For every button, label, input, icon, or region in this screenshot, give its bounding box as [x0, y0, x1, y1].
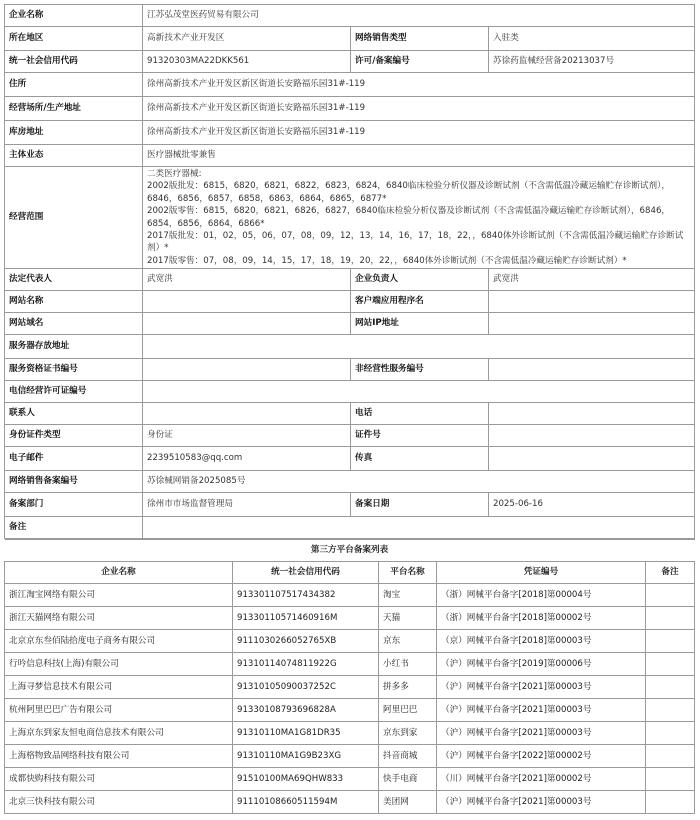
row-id-type: [5, 425, 695, 447]
filing-no-value: 苏徐械网销备2025085号: [143, 471, 695, 493]
table-row: [5, 768, 695, 791]
platform-company: 上海寻梦信息技术有限公司: [5, 676, 233, 699]
region-value: 高新技术产业开发区: [143, 27, 351, 51]
table-row: [5, 745, 695, 768]
filing-dept-value: 徐州市市场监督管理局: [143, 493, 351, 517]
platform-name: 拼多多: [379, 676, 437, 699]
warehouse-value: 徐州高新技术产业开发区新区街道长安路福乐园31#-119: [143, 121, 695, 145]
email-value: 2239510583@qq.com: [143, 447, 351, 471]
table-row: [5, 630, 695, 653]
platform-table: [4, 539, 695, 814]
site-name-value: [143, 291, 351, 313]
platform-remark: [646, 676, 695, 699]
server-label: 服务器存放地址: [5, 335, 143, 359]
platform-name: 美团网: [379, 791, 437, 814]
nonprofit-label: 非经营性服务编号: [351, 359, 489, 381]
client-app-value: [489, 291, 695, 313]
platform-company: 上海京东到家友恒电商信息技术有限公司: [5, 722, 233, 745]
platform-remark: [646, 630, 695, 653]
phone-value: [489, 403, 695, 425]
premises-value: 徐州高新技术产业开发区新区街道长安路福乐园31#-119: [143, 97, 695, 121]
platform-credit-code: 91310110MA1G9B23XG: [233, 745, 379, 768]
region-label: 所在地区: [5, 27, 143, 51]
row-warehouse: [5, 121, 695, 145]
email-label: 电子邮件: [5, 447, 143, 471]
filing-dept-label: 备案部门: [5, 493, 143, 517]
platform-cert-no: （沪）网械平台备字[2021]第00003号: [437, 699, 646, 722]
row-service-cert: [5, 359, 695, 381]
platform-company: 行吟信息科技(上海)有限公司: [5, 653, 233, 676]
platform-remark: [646, 584, 695, 607]
sales-type-label: 网络销售类型: [351, 27, 489, 51]
table-row: [5, 607, 695, 630]
row-email: [5, 447, 695, 471]
telecom-label: 电信经营许可证编号: [5, 381, 143, 403]
platform-cert-no: （沪）网械平台备字[2022]第00002号: [437, 745, 646, 768]
col-header-company: 企业名称: [5, 562, 233, 584]
sales-type-value: 入驻类: [489, 27, 695, 51]
company-info-table: [4, 4, 695, 539]
fax-value: [489, 447, 695, 471]
platform-section-title: 第三方平台备案列表: [5, 540, 695, 562]
credit-code-label: 统一社会信用代码: [5, 51, 143, 73]
table-row: [5, 584, 695, 607]
service-cert-label: 服务资格证书编号: [5, 359, 143, 381]
platform-cert-no: （京）网械平台备字[2018]第00003号: [437, 630, 646, 653]
site-name-label: 网站名称: [5, 291, 143, 313]
scope-value: 二类医疗器械: 2002版批发：6815，6820，6821，6822，6823，6824，6840临床检验分析仪器及诊断试剂（不含需低温冷藏运输贮存诊断试剂）， 6846，6856，6857，6858，6863，6864，6865，6877* 2002版零售：6815，6820，6821，6826，6827，6840临床检验分析仪器及诊断试剂（不含需低温冷藏运输贮存诊断试剂），6846， 6854，6856，6864，6866* 2017版批发：01，02，05，06，07，08，09，12，13，14，16，17，18，22，，6840体外诊断试剂（不含需低温冷藏运输贮存诊断试剂）* 2017版零售：07，08，09，14，15，17，18，19，20，22，，6840体外诊断试剂（不含需低温冷藏运输贮存诊断试剂）*: [143, 167, 695, 269]
platform-credit-code: 91310105090037252C: [233, 676, 379, 699]
row-company-name: [5, 5, 695, 27]
domain-label: 网站域名: [5, 313, 143, 335]
domain-value: [143, 313, 351, 335]
table-row: [5, 791, 695, 814]
company-name-value: 江苏弘茂堂医药贸易有限公司: [143, 5, 695, 27]
nonprofit-value: [489, 359, 695, 381]
platform-name: 天猫: [379, 607, 437, 630]
legal-rep-label: 法定代表人: [5, 269, 143, 291]
legal-rep-value: 武宽洪: [143, 269, 351, 291]
id-no-label: 证件号: [351, 425, 489, 447]
platform-cert-no: （沪）网械平台备字[2021]第00003号: [437, 676, 646, 699]
platform-rows: [5, 584, 695, 814]
residence-label: 住所: [5, 73, 143, 97]
filing-record: [4, 4, 694, 814]
platform-header-row: [5, 562, 695, 584]
platform-remark: [646, 653, 695, 676]
filing-date-value: 2025-06-16: [489, 493, 695, 517]
scope-label: 经营范围: [5, 167, 143, 269]
platform-credit-code: 91510100MA69QHW833: [233, 768, 379, 791]
platform-company: 浙江淘宝网络有限公司: [5, 584, 233, 607]
platform-cert-no: （浙）网械平台备字[2018]第00002号: [437, 607, 646, 630]
platform-credit-code: 91330110571460916M: [233, 607, 379, 630]
id-type-label: 身份证件类型: [5, 425, 143, 447]
ip-label: 网站IP地址: [351, 313, 489, 335]
telecom-value: [143, 381, 695, 403]
row-region: [5, 27, 695, 51]
main-business-value: 医疗器械批零兼售: [143, 145, 695, 167]
row-credit-code: [5, 51, 695, 73]
id-type-value: 身份证: [143, 425, 351, 447]
platform-credit-code: 9111030266052765XB: [233, 630, 379, 653]
col-header-cert-no: 凭证编号: [437, 562, 646, 584]
residence-value: 徐州高新技术产业开发区新区街道长安路福乐园31#-119: [143, 73, 695, 97]
fax-label: 传真: [351, 447, 489, 471]
contact-label: 联系人: [5, 403, 143, 425]
principal-label: 企业负责人: [351, 269, 489, 291]
platform-cert-no: （沪）网械平台备字[2021]第00003号: [437, 722, 646, 745]
row-filing-no: [5, 471, 695, 493]
row-domain: [5, 313, 695, 335]
platform-remark: [646, 791, 695, 814]
platform-name: 小红书: [379, 653, 437, 676]
remark-value: [143, 517, 695, 539]
row-server: [5, 335, 695, 359]
service-cert-value: [143, 359, 351, 381]
platform-remark: [646, 722, 695, 745]
platform-name: 抖音商城: [379, 745, 437, 768]
license-label: 许可/备案编号: [351, 51, 489, 73]
row-remark: [5, 517, 695, 539]
platform-remark: [646, 607, 695, 630]
platform-cert-no: （川）网械平台备字[2021]第00002号: [437, 768, 646, 791]
table-row: [5, 699, 695, 722]
platform-name: 京东: [379, 630, 437, 653]
platform-remark: [646, 745, 695, 768]
platform-company: 北京三快科技有限公司: [5, 791, 233, 814]
platform-company: 北京京东叁佰陆拾度电子商务有限公司: [5, 630, 233, 653]
col-header-remark: 备注: [646, 562, 695, 584]
company-name-label: 企业名称: [5, 5, 143, 27]
contact-value: [143, 403, 351, 425]
principal-value: 武宽洪: [489, 269, 695, 291]
platform-name: 淘宝: [379, 584, 437, 607]
platform-name: 快手电商: [379, 768, 437, 791]
row-scope: [5, 167, 695, 269]
row-residence: [5, 73, 695, 97]
row-telecom: [5, 381, 695, 403]
platform-credit-code: 91330108793696828A: [233, 699, 379, 722]
client-app-label: 客户端应用程序名: [351, 291, 489, 313]
server-value: [143, 335, 695, 359]
table-row: [5, 676, 695, 699]
platform-credit-code: 91110108660511594M: [233, 791, 379, 814]
platform-company: 成都快购科技有限公司: [5, 768, 233, 791]
table-row: [5, 722, 695, 745]
platform-name: 京东到家: [379, 722, 437, 745]
remark-label: 备注: [5, 517, 143, 539]
warehouse-label: 库房地址: [5, 121, 143, 145]
platform-company: 浙江天猫网络有限公司: [5, 607, 233, 630]
premises-label: 经营场所/生产地址: [5, 97, 143, 121]
ip-value: [489, 313, 695, 335]
platform-cert-no: （沪）网械平台备字[2019]第00006号: [437, 653, 646, 676]
id-no-value: [489, 425, 695, 447]
platform-cert-no: （浙）网械平台备字[2018]第00004号: [437, 584, 646, 607]
main-business-label: 主体业态: [5, 145, 143, 167]
credit-code-value: 91320303MA22DKK561: [143, 51, 351, 73]
row-main-business: [5, 145, 695, 167]
platform-remark: [646, 768, 695, 791]
platform-remark: [646, 699, 695, 722]
row-legal-rep: [5, 269, 695, 291]
filing-no-label: 网络销售备案编号: [5, 471, 143, 493]
col-header-platform: 平台名称: [379, 562, 437, 584]
table-row: [5, 653, 695, 676]
platform-cert-no: （沪）网械平台备字[2021]第00003号: [437, 791, 646, 814]
platform-credit-code: 913301107517434382: [233, 584, 379, 607]
filing-date-label: 备案日期: [351, 493, 489, 517]
phone-label: 电话: [351, 403, 489, 425]
platform-company: 杭州阿里巴巴广告有限公司: [5, 699, 233, 722]
col-header-credit-code: 统一社会信用代码: [233, 562, 379, 584]
row-site-name: [5, 291, 695, 313]
license-value: 苏徐药监械经营备20213037号: [489, 51, 695, 73]
platform-name: 阿里巴巴: [379, 699, 437, 722]
row-contact: [5, 403, 695, 425]
row-premises: [5, 97, 695, 121]
platform-credit-code: 91310114074811922G: [233, 653, 379, 676]
platform-company: 上海格物致品网络科技有限公司: [5, 745, 233, 768]
row-filing-dept: [5, 493, 695, 517]
platform-credit-code: 91310110MA1G81DR35: [233, 722, 379, 745]
